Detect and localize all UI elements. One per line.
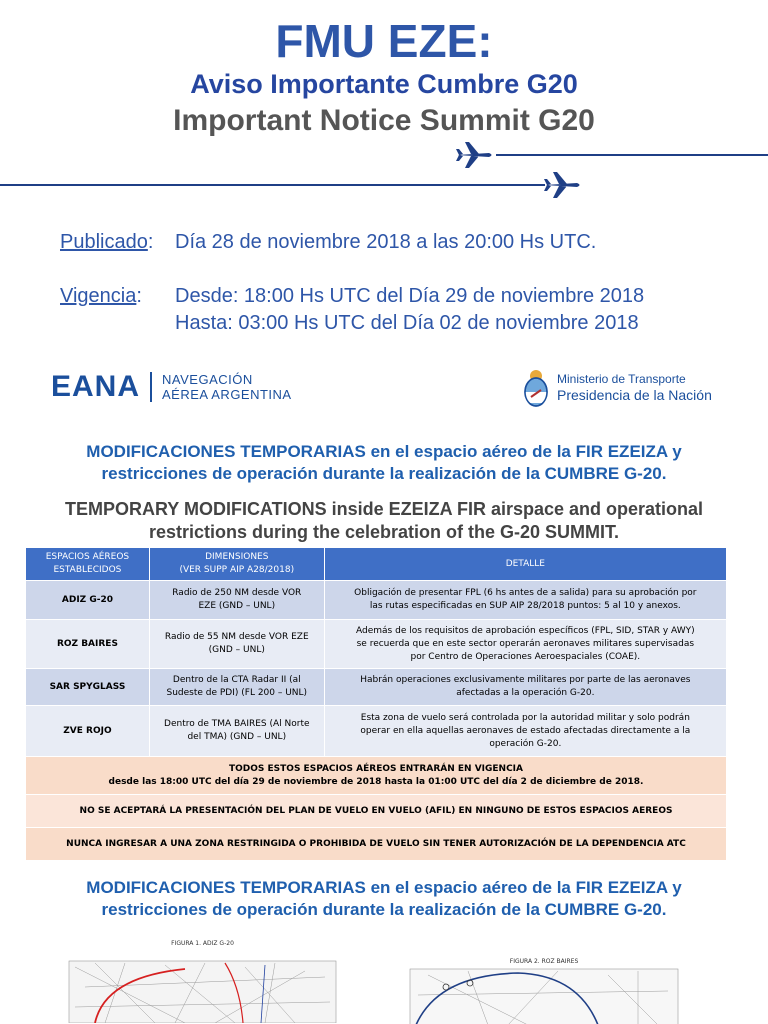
notice-restricted: NUNCA INGRESAR A UNA ZONA RESTRINGIDA O PROHIBIDA DE VUELO SIN TENER AUTORIZACIÓN DE LA DEPENDENCIA ATC [26,828,727,861]
dim-line1: Dentro de la CTA Radar II (al [172,675,301,685]
airspace-name: ZVE ROJO [26,706,150,757]
header-dimensiones-line1: DIMENSIONES [205,552,269,562]
vigencia-label: Vigencia [60,285,137,307]
heading-spanish-line2: restricciones de operación durante la realización de la CUMBRE G-20. [101,464,667,483]
table-row [26,706,727,757]
det-line3: por Centro de Operaciones Aeroespaciales (COAE). [410,651,641,662]
dim-line2: EZE (GND – UNL) [198,601,276,611]
det-line3: operación G-20. [489,738,562,749]
heading-spanish-repeat-line2: restricciones de operación durante la realización de la CUMBRE G-20. [101,900,667,919]
vigencia-hasta: Hasta: 03:00 Hs UTC del Día 02 de noviembre 2018 [175,312,639,334]
header-espacios-line2: ESTABLECIDOS [53,565,122,575]
det-line1: Además de los requisitos de aprobación específicos (FPL, SID, STAR y AWY) [356,625,695,636]
dim-line1: Radio de 55 NM desde VOR EZE [164,632,309,642]
airspace-detail [324,669,726,706]
header-espacios [26,548,150,581]
vigencia-colon: : [136,285,142,307]
figure-adiz-map [65,940,340,1024]
airplane-icon [543,170,583,200]
airspace-name: SAR SPYGLASS [26,669,150,706]
det-line2: se recuerda que en este sector operarán aeronaves militares supervisadas [356,638,695,649]
ministerio-line2: Presidencia de la Nación [557,387,712,403]
publicado-colon: : [147,231,154,253]
det-line2: operar en ella aquellas aeronaves de estado afectadas directamente a la [360,725,691,736]
figure-roz-caption: FIGURA 2. ROZ BAIRES [509,958,579,965]
subtitle-spanish: Aviso Importante Cumbre G20 [190,69,578,99]
divider-line-bottom [0,184,545,186]
heading-spanish-repeat [0,877,768,921]
notice-vigencia [26,757,727,795]
roz-map-image [408,965,680,1024]
airspace-table [25,547,727,861]
table-header-row [26,548,727,581]
notice-row-restricted [26,828,727,861]
det-line1: Habrán operaciones exclusivamente militares por parte de las aeronaves [360,675,691,685]
dim-line1: Dentro de TMA BAIRES (Al Norte [164,719,310,729]
vigencia-desde: Desde: 18:00 Hs UTC del Día 29 de noviembre 2018 [175,285,645,307]
notice-row-vigencia [26,757,727,795]
eana-tagline-line2: AÉREA ARGENTINA [162,387,292,402]
dim-line2: del TMA) (GND – UNL) [187,732,287,742]
vigencia-row [60,285,645,308]
notice-vigencia-line2: desde las 18:00 UTC del día 29 de noviembre de 2018 hasta la 01:00 UTC del día 2 de diciembre de 2018. [108,776,644,787]
eana-tagline [162,372,292,402]
airspace-dimensions [149,669,324,706]
subtitle-english: Important Notice Summit G20 [173,104,595,137]
airspace-dimensions [149,581,324,620]
dim-line2: (GND – UNL) [208,645,265,655]
airspace-name: ADIZ G-20 [26,581,150,620]
adiz-map-image [65,947,340,1023]
divider-line-top [496,154,768,156]
airplane-icon [455,140,495,170]
eana-tagline-line1: NAVEGACIÓN [162,372,253,387]
airspace-detail [324,620,726,669]
table-row [26,620,727,669]
airspace-dimensions [149,620,324,669]
dim-line2: Sudeste de PDI) (FL 200 – UNL) [166,688,308,698]
notice-vigencia-line1: TODOS ESTOS ESPACIOS AÉREOS ENTRARÁN EN VIGENCIA [229,763,523,774]
heading-english-line2: restrictions during the celebration of the G-20 SUMMIT. [148,522,620,542]
eana-separator [150,372,152,402]
ministerio-text [557,371,712,403]
det-line2: las rutas especificadas en SUP AIP 28/2018 puntos: 5 al 10 y anexos. [369,601,681,611]
notice-afil: NO SE ACEPTARÁ LA PRESENTACIÓN DEL PLAN DE VUELO EN VUELO (AFIL) EN NINGUNO DE ESTOS ESPACIOS AEREOS [26,795,727,828]
airspace-name: ROZ BAIRES [26,620,150,669]
notice-row-afil [26,795,727,828]
heading-spanish-line1: MODIFICACIONES TEMPORARIAS en el espacio aéreo de la FIR EZEIZA y [86,442,682,461]
header-dimensiones-line2: (VER SUPP AIP A28/2018) [179,565,295,575]
heading-english-line1: TEMPORARY MODIFICATIONS inside EZEIZA FIR airspace and operational [64,499,704,519]
dim-line1: Radio de 250 NM desde VOR [172,588,302,598]
ministerio-logo [522,366,712,408]
det-line1: Obligación de presentar FPL (6 hs antes de a salida) para su aprobación por [354,588,697,598]
airspace-detail [324,581,726,620]
eana-logo [51,370,292,404]
eana-wordmark: EANA [51,370,141,403]
figure-roz-map [408,940,680,1024]
publicado-value: Día 28 de noviembre 2018 a las 20:00 Hs UTC. [175,231,597,253]
table-row [26,581,727,620]
airspace-detail [324,706,726,757]
heading-spanish [0,441,768,485]
heading-spanish-repeat-line1: MODIFICACIONES TEMPORARIAS en el espacio aéreo de la FIR EZEIZA y [86,878,682,897]
publicado-label: Publicado [60,231,148,253]
header-espacios-line1: ESPACIOS AÉREOS [45,552,130,562]
coat-of-arms-icon [522,366,550,408]
heading-english [0,498,768,544]
airspace-dimensions [149,706,324,757]
ministerio-line1: Ministerio de Transporte [557,372,686,386]
det-line1: Esta zona de vuelo será controlada por la autoridad militar y solo podrán [360,712,690,723]
publicado-row [60,231,597,254]
figure-adiz-caption: FIGURA 1. ADIZ G-20 [171,940,234,947]
det-line2: afectadas a la operación G-20. [456,688,595,698]
page-title: FMU EZE: [275,15,493,67]
table-row [26,669,727,706]
header-detalle: DETALLE [324,548,726,581]
header-dimensiones [149,548,324,581]
